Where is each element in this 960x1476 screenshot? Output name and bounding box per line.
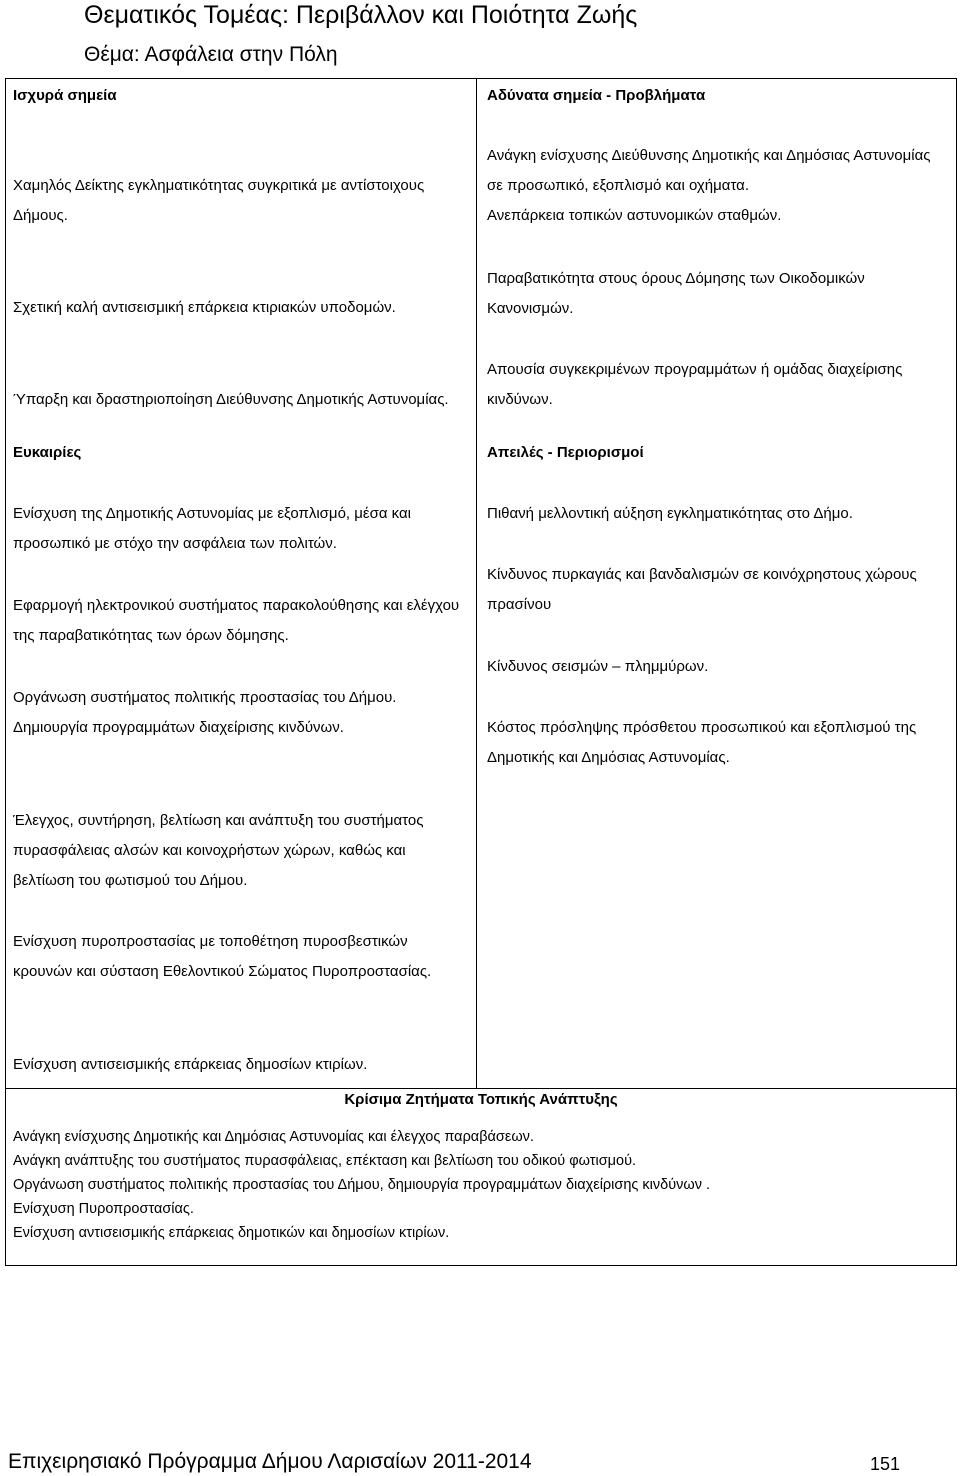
strength-item: Ύπαρξη και δραστηριοποίηση Διεύθυνσης Δημοτικής Αστυνομίας. xyxy=(13,391,449,408)
weakness-item: Ανάγκη ενίσχυσης Διεύθυνσης Δημοτικής και Δημόσιας Αστυνομίας σε προσωπικό, εξοπλισμό και οχήματα. xyxy=(487,147,931,194)
strengths-heading: Ισχυρά σημεία xyxy=(13,87,117,104)
opportunity-item: Έλεγχος, συντήρηση, βελτίωση και ανάπτυξη του συστήματος πυρασφάλειας αλσών και κοινοχρήστων χώρων, καθώς και βελτίωση του φωτισμού του Δήμου. xyxy=(13,812,424,889)
weaknesses-heading: Αδύνατα σημεία - Προβλήματα xyxy=(487,87,706,104)
column-divider xyxy=(476,78,477,1088)
critical-issues-list xyxy=(13,1125,953,1245)
threat-item: Κόστος πρόσληψης πρόσθετου προσωπικού και εξοπλισμού της Δημοτικής και Δημόσιας Αστυνομίας. xyxy=(487,719,917,766)
threats-heading: Απειλές - Περιορισμοί xyxy=(487,444,644,461)
weakness-item: Ανεπάρκεια τοπικών αστυνομικών σταθμών. xyxy=(487,207,782,224)
threat-item: Κίνδυνος σεισμών – πλημμύρων. xyxy=(487,658,709,675)
threat-item: Πιθανή μελλοντική αύξηση εγκληματικότητας στο Δήμο. xyxy=(487,505,853,522)
list-item: Ανάγκη ανάπτυξης του συστήματος πυρασφάλειας, επέκταση και βελτίωση του οδικού φωτισμού. xyxy=(13,1153,637,1169)
list-item: Ενίσχυση Πυροπροστασίας. xyxy=(13,1201,194,1217)
list-item: Ενίσχυση αντισεισμικής επάρκειας δημοτικών και δημοσίων κτιρίων. xyxy=(13,1225,450,1241)
strength-item: Χαμηλός Δείκτης εγκληματικότητας συγκριτικά με αντίστοιχους Δήμους. xyxy=(13,177,425,224)
page-title: Θεματικός Τομέας: Περιβάλλον και Ποιότητα Ζωής xyxy=(84,1,638,29)
opportunity-item: Ενίσχυση αντισεισμικής επάρκειας δημοσίων κτιρίων. xyxy=(13,1056,368,1073)
opportunities-heading: Ευκαιρίες xyxy=(13,444,82,461)
page-number: 151 xyxy=(870,1454,901,1474)
opportunity-item: Οργάνωση συστήματος πολιτικής προστασίας του Δήμου. Δημιουργία προγραμμάτων διαχείρισης κινδύνων. xyxy=(13,689,397,736)
list-item: Ανάγκη ενίσχυσης Δημοτικής και Δημόσιας Αστυνομίας και έλεγχος παραβάσεων. xyxy=(13,1129,534,1145)
weakness-item: Απουσία συγκεκριμένων προγραμμάτων ή ομάδας διαχείρισης κινδύνων. xyxy=(487,361,903,408)
row-divider xyxy=(5,1088,957,1089)
list-item: Οργάνωση συστήματος πολιτικής προστασίας του Δήμου, δημιουργία προγραμμάτων διαχείρισης κινδύνων . xyxy=(13,1177,711,1193)
opportunity-item: Εφαρμογή ηλεκτρονικού συστήματος παρακολούθησης και ελέγχου της παραβατικότητας των όρων δόμησης. xyxy=(13,597,460,644)
critical-issues-heading: Κρίσιμα Ζητήματα Τοπικής Ανάπτυξης xyxy=(344,1091,618,1108)
opportunity-item: Ενίσχυση της Δημοτικής Αστυνομίας με εξοπλισμό, μέσα και προσωπικό με στόχο την ασφάλεια των πολιτών. xyxy=(13,505,411,552)
threat-item: Κίνδυνος πυρκαγιάς και βανδαλισμών σε κοινόχρηστους χώρους πρασίνου xyxy=(487,566,917,613)
opportunity-item: Ενίσχυση πυροπροστασίας με τοποθέτηση πυροσβεστικών κρουνών και σύσταση Εθελοντικού Σώματος Πυροπροστασίας. xyxy=(13,933,432,980)
weakness-item: Παραβατικότητα στους όρους Δόμησης των Οικοδομικών Κανονισμών. xyxy=(487,270,865,317)
footer-program-title: Επιχειρησιακό Πρόγραμμα Δήμου Λαρισαίων 2011-2014 xyxy=(8,1450,532,1473)
page-subtitle: Θέμα: Ασφάλεια στην Πόλη xyxy=(84,43,338,66)
strength-item: Σχετική καλή αντισεισμική επάρκεια κτιριακών υποδομών. xyxy=(13,299,396,316)
